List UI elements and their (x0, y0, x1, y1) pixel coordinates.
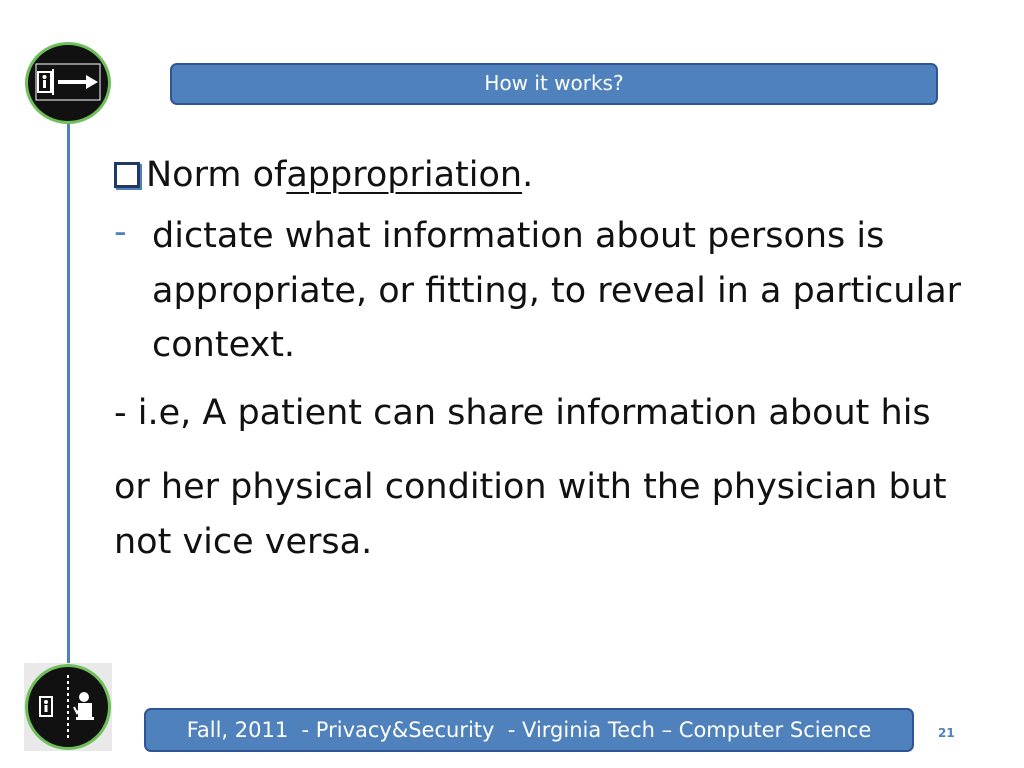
person-document-icon (28, 667, 108, 747)
timeline-line (67, 120, 70, 668)
footer-text: Fall, 2011 - Privacy&Security - Virginia Tech – Computer Science (186, 718, 872, 742)
person-exit-arrow-icon (28, 45, 108, 121)
slide-title: How it works? (484, 71, 624, 95)
dash-item (114, 209, 1014, 372)
example-continuation: or her physical condition with the physician but not vice versa. (114, 467, 947, 562)
heading-suffix: . (522, 155, 534, 195)
bottom-logo-frame (24, 663, 112, 751)
footer-bar (144, 708, 914, 752)
bullet-heading (114, 152, 1014, 199)
page-number: 21 (938, 726, 955, 740)
dash-text: dictate what information about persons is appropriate, or fitting, to reveal in a particular context. (152, 216, 962, 365)
heading-prefix: Norm of (146, 155, 287, 195)
checkbox-bullet-icon (114, 162, 140, 188)
example-paragraph (114, 386, 1014, 569)
example-line: - i.e, A patient can share information about his (114, 393, 931, 433)
heading-term: appropriation (286, 155, 523, 195)
slide-content (114, 152, 1014, 569)
dash-marker: - (114, 212, 127, 253)
slide-title-bar (170, 63, 938, 105)
